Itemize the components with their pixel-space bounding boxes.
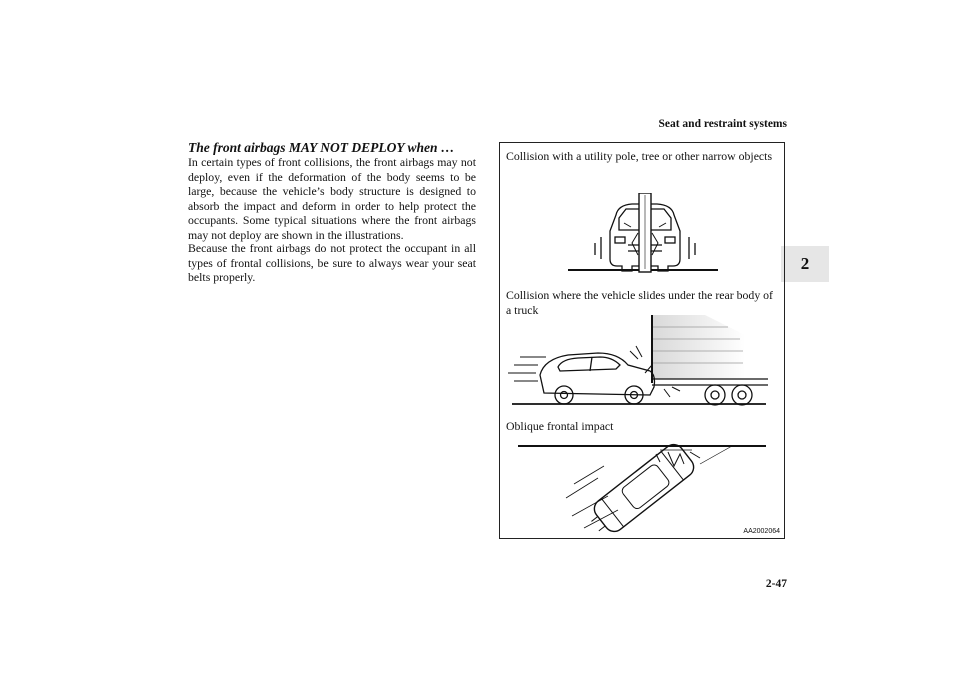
section-heading: The front airbags MAY NOT DEPLOY when … (188, 140, 455, 155)
truck-underride-collision-illustration (500, 313, 784, 413)
caption-truck-underride: Collision where the vehicle slides under the rear body of a truck (506, 288, 773, 317)
page-header-title: Seat and restraint systems (658, 118, 787, 130)
body-paragraph: Because the front airbags do not protect the occupant in all types of frontal collisions, be sure to always wear your seat belts properly. (188, 241, 476, 285)
oblique-impact-illustration (500, 436, 784, 536)
caption-utility-pole: Collision with a utility pole, tree or other narrow objects (506, 149, 773, 163)
body-paragraph: In certain types of front collisions, the front airbags may not deploy, even if the deformation of the body seems to be large, because the vehicle’s body structure is designed to absorb the impact and deform in order to help protect the occupants. Some typical situations where the front airbags may not deploy are shown in the illustrations. (188, 155, 476, 242)
illustration-reference-code: AA2002064 (743, 528, 780, 535)
utility-pole-collision-illustration (500, 193, 784, 283)
chapter-number: 2 (800, 254, 810, 273)
caption-oblique-impact: Oblique frontal impact (506, 419, 614, 433)
chapter-tab (781, 246, 829, 282)
illustration-panel (499, 142, 785, 539)
page-number: 2-47 (765, 578, 787, 590)
